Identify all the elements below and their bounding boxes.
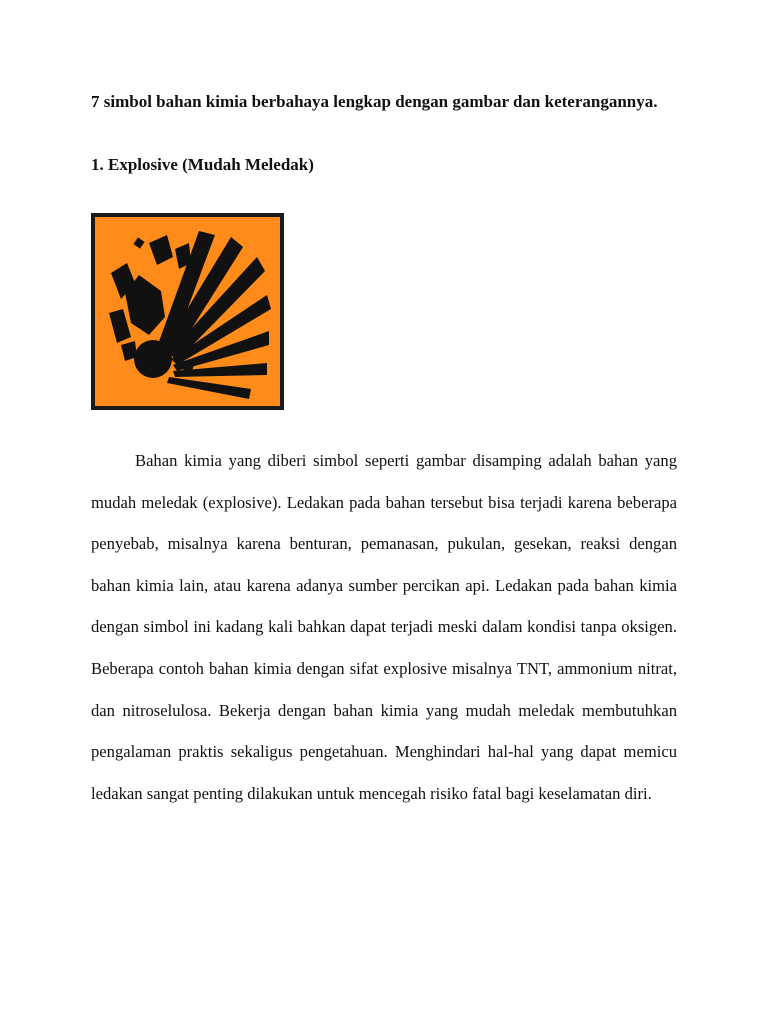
explosive-hazard-icon bbox=[91, 213, 284, 410]
section-heading-explosive: 1. Explosive (Mudah Meledak) bbox=[91, 155, 314, 174]
explosive-description-paragraph: Bahan kimia yang diberi simbol seperti gambar disamping adalah bahan yang mudah meledak (explosive). Ledakan pada bahan tersebut bisa terjadi karena beberapa penyebab, misalnya karena benturan, pemanasan, pukulan, gesekan, reaksi dengan bahan kimia lain, atau karena adanya sumber percikan api. Ledakan pada bahan kimia dengan simbol ini kadang kali bahkan dapat terjadi meski dalam kondisi tanpa oksigen. Beberapa contoh bahan kimia dengan sifat explosive misalnya TNT, ammonium nitrat, dan nitroselulosa. Bekerja dengan bahan kimia yang mudah meledak membutuhkan pengalaman praktis sekaligus pengetahuan. Menghindari hal-hal yang dapat memicu ledakan sangat penting dilakukan untuk mencegah risiko fatal bagi keselamatan diri. bbox=[91, 451, 677, 803]
document-title: 7 simbol bahan kimia berbahaya lengkap dengan gambar dan keterangannya. bbox=[91, 92, 658, 111]
